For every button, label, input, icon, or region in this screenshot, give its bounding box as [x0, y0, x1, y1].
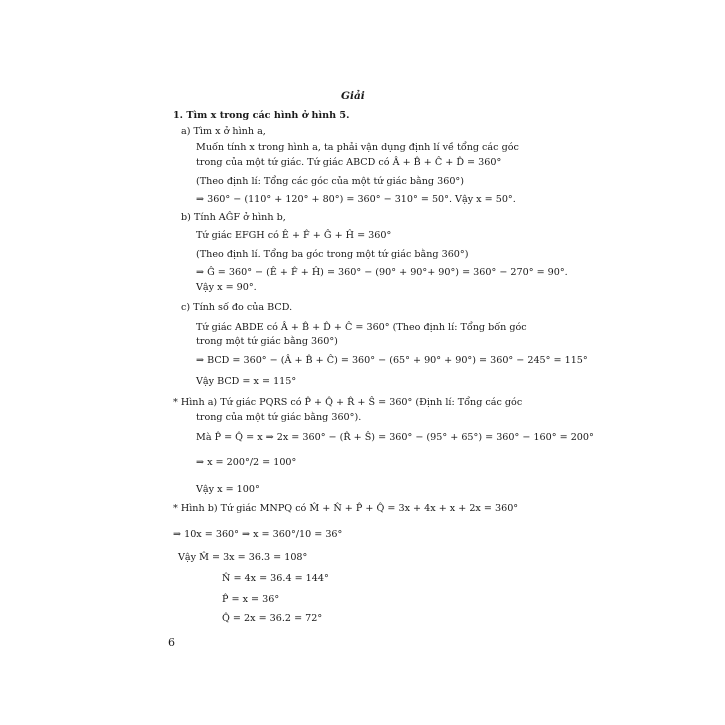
fig-b-line-3: Vậy M̂ = 3x = 36.3 = 108°	[178, 552, 308, 563]
fig-b-line-5: P̂ = x = 36°	[222, 594, 280, 605]
fig-a-line-1: * Hình a) Tứ giác PQRS có P̂ + Q̂ + R̂ + Ŝ = 360° (Định lí: Tổng các góc	[173, 397, 523, 408]
part-c-line-1: Tứ giác ABDE có Â + B̂ + D̂ + Ĉ = 360° (Theo định lí: Tổng bốn góc	[196, 322, 527, 333]
fig-b-line-2: ⇒ 10x = 360° ⇒ x = 360°/10 = 36°	[173, 529, 343, 540]
part-b-line-3: ⇒ Ĝ = 360° − (Ê + F̂ + Ĥ) = 360° − (90° + 90°+ 90°) = 360° − 270° = 90°.	[196, 267, 568, 278]
fig-b-line-1: * Hình b) Tứ giác MNPQ có M̂ + N̂ + P̂ + Q̂ = 3x + 4x + x + 2x = 360°	[173, 503, 519, 514]
part-a-line-2: trong của một tứ giác. Tứ giác ABCD có Â + B̂ + Ĉ + D̂ = 360°	[196, 157, 502, 168]
part-a-heading: a) Tìm x ở hình a,	[181, 126, 266, 137]
problem-1-title: 1. Tìm x trong các hình ở hình 5.	[173, 110, 350, 121]
fig-a-line-3: Mà P̂ = Q̂ = x ⇒ 2x = 360° − (R̂ + Ŝ) = 360° − (95° + 65°) = 360° − 160° = 200°	[196, 432, 594, 443]
part-a-line-4: ⇒ 360° − (110° + 120° + 80°) = 360° − 310° = 50°. Vậy x = 50°.	[196, 194, 516, 205]
part-c-heading: c) Tính số đo của BCD.	[181, 302, 293, 313]
part-b-line-2: (Theo định lí. Tổng ba góc trong một tứ giác bằng 360°)	[196, 249, 469, 260]
part-b-heading: b) Tính AĜF ở hình b,	[181, 212, 286, 223]
fig-b-line-4: N̂ = 4x = 36.4 = 144°	[222, 573, 329, 584]
page-number: 6	[168, 636, 175, 649]
part-c-line-4: Vậy BCD = x = 115°	[196, 376, 297, 387]
heading: Giải	[341, 90, 365, 102]
fig-b-line-6: Q̂ = 2x = 36.2 = 72°	[222, 613, 323, 624]
part-b-line-1: Tứ giác EFGH có Ê + F̂ + Ĝ + Ĥ = 360°	[196, 230, 392, 241]
part-c-line-2: trong một tứ giác bằng 360°)	[196, 336, 338, 347]
part-a-line-1: Muốn tính x trong hình a, ta phải vận dụng định lí về tổng các góc	[196, 142, 519, 153]
fig-a-line-2: trong của một tứ giác bằng 360°).	[196, 412, 362, 423]
fig-a-line-5: Vậy x = 100°	[196, 484, 260, 495]
part-c-line-3: ⇒ BCD = 360° − (Â + B̂ + Ĉ) = 360° − (65° + 90° + 90°) = 360° − 245° = 115°	[196, 355, 588, 366]
part-a-line-3: (Theo định lí: Tổng các góc của một tứ giác bằng 360°)	[196, 176, 464, 187]
part-b-line-4: Vậy x = 90°.	[196, 282, 257, 293]
fig-a-line-4: ⇒ x = 200°/2 = 100°	[196, 457, 297, 468]
